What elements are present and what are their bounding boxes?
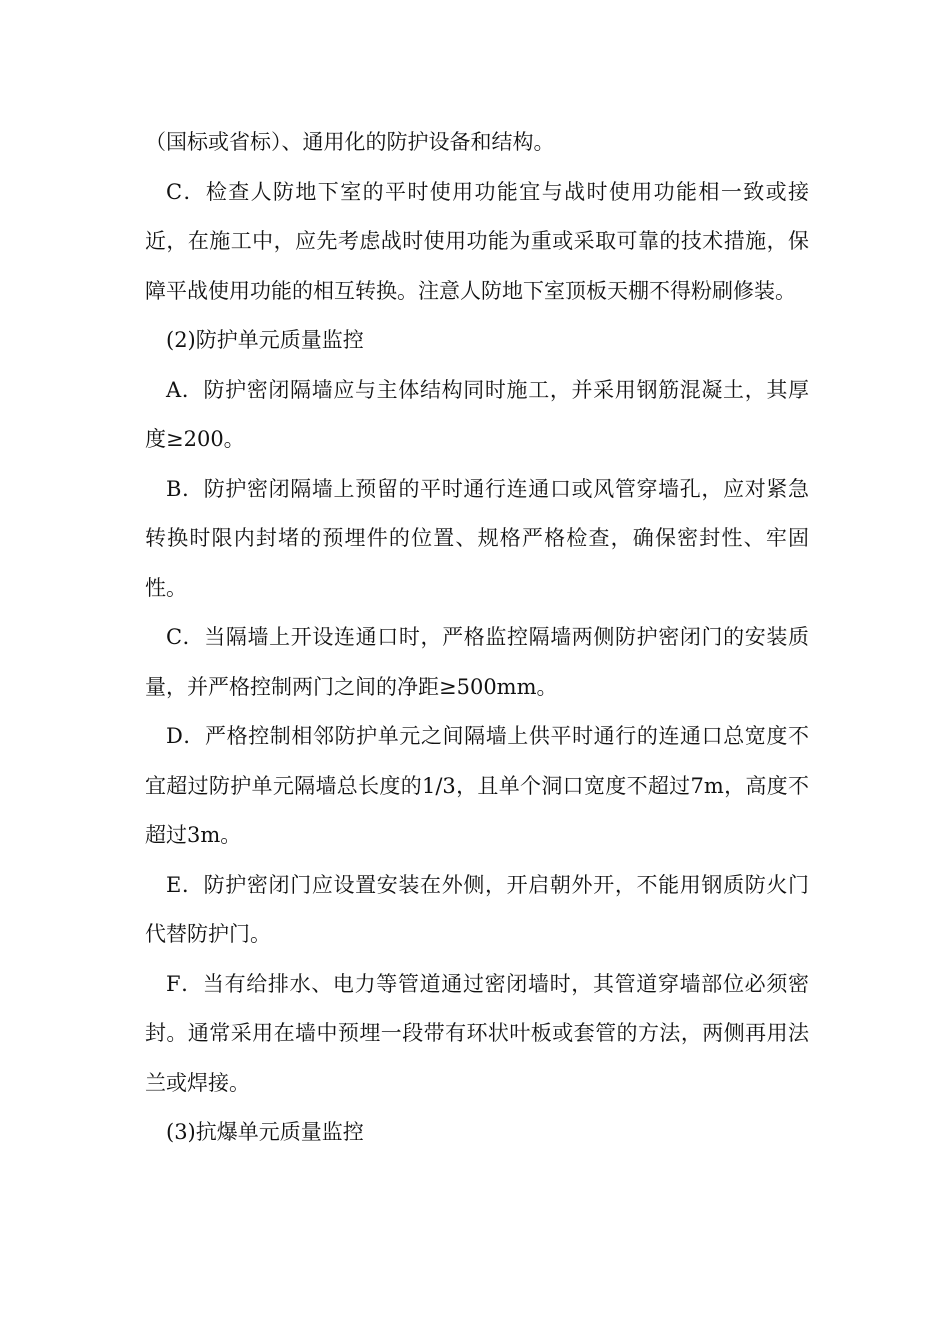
document-body [145,118,809,1158]
paragraph-item-c-usage: C．检查人防地下室的平时使用功能宜与战时使用功能相一致或接近，在施工中，应先考虑战时使用功能为重或采取可靠的技术措施，保障平战使用功能的相互转换。注意人防地下室顶板天棚不得粉刷修装。 [145,179,809,303]
paragraph-item-a: A．防护密闭隔墙应与主体结构同时施工，并采用钢筋混凝土，其厚度≥200。 [145,377,809,451]
paragraph-item-b: B．防护密闭隔墙上预留的平时通行连通口或风管穿墙孔，应对紧急转换时限内封堵的预埋件的位置、规格严格检查，确保密封性、牢固性。 [145,476,809,600]
paragraph-item-e: E．防护密闭门应设置安装在外侧，开启朝外开，不能用钢质防火门代替防护门。 [145,872,809,946]
paragraph-item-f: F．当有给排水、电力等管道通过密闭墙时，其管道穿墙部位必须密封。通常采用在墙中预埋一段带有环状叶板或套管的方法，两侧再用法兰或焊接。 [145,971,809,1095]
section-heading-blast-unit: (3)抗爆单元质量监控 [166,1120,364,1144]
section-heading-protection-unit: (2)防护单元质量监控 [166,328,364,352]
paragraph-continuation: （国标或省标）、通用化的防护设备和结构。 [145,130,555,154]
paragraph-item-c: C．当隔墙上开设连通口时，严格监控隔墙两侧防护密闭门的安装质量，并严格控制两门之间的净距≥500mm。 [145,625,809,699]
paragraph-item-d: D．严格控制相邻防护单元之间隔墙上供平时通行的连通口总宽度不宜超过防护单元隔墙总长度的1/3，且单个洞口宽度不超过7m，高度不超过3m。 [145,724,809,847]
